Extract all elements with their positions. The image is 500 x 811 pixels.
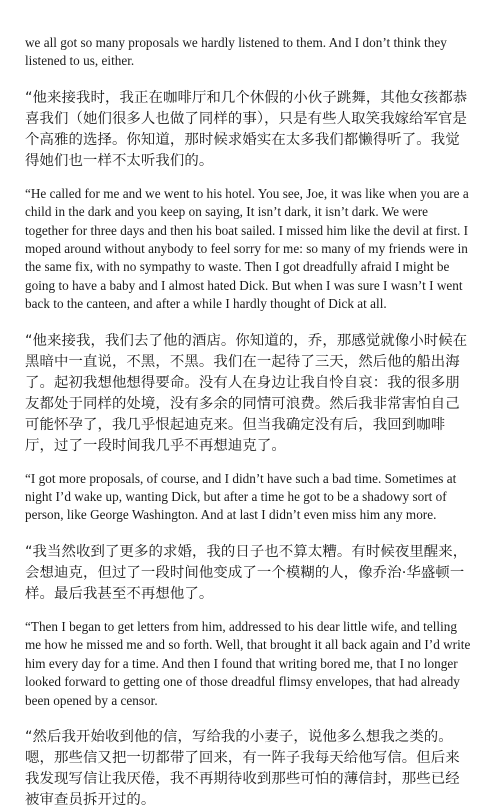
paragraph-en-4: “Then I began to get letters from him, addressed to his dear little wife, and telling me how he missed me and so forth. Well, that brought it all back again and I’d write him every day for a time. And then I found that writing bored me, that I no longer looked forward to getting one of those dreadful flimsy envelopes, that had already been opened by a censor. bbox=[25, 618, 471, 708]
document-page bbox=[25, 34, 471, 811]
paragraph-zh-2: “他来接我，我们去了他的酒店。你知道的，乔，那感觉就像小时候在黑暗中一直说，不黑，不黑。我们在一起待了三天，然后他的船出海了。起初我想他想得要命。没有人在身边让我自怜自哀：我的很多朋友都处于同样的处境，没有多余的同情可浪费。然后我非常害怕自己可能怀孕了，我几乎恨起迪克来。但当我确定没有后，我回到咖啡厅，过了一段时间我几乎不再想迪克了。 bbox=[25, 332, 468, 454]
paragraph-zh-4: “然后我开始收到他的信，写给我的小妻子，说他多么想我之类的。嗯，那些信又把一切都带了回来，有一阵子我每天给他写信。但后来我发现写信让我厌倦，我不再期待收到那些可怕的薄信封，那些已经被审查员拆开过的。 bbox=[25, 728, 460, 808]
paragraph-en-1: we all got so many proposals we hardly listened to them. And I don’t think they listened to us, either. bbox=[25, 35, 447, 69]
paragraph-zh-1: “他来接我时，我正在咖啡厅和几个休假的小伙子跳舞，其他女孩都恭喜我们（她们很多人也做了同样的事），只是有些人取笑我嫁给军官是个高雅的选择。你知道，那时候求婚实在太多我们都懒得听了。我觉得她们也一样不太听我们的。 bbox=[25, 89, 468, 169]
paragraph-en-2: “He called for me and we went to his hotel. You see, Joe, it was like when you are a child in the dark and you keep on saying, It isn’t dark, it isn’t dark. We were together for three days and then his boat sailed. I missed him like the devil at first. I moped around without anybody to feel sorry for me: so many of my friends were in the same fix, with no sympathy to waste. Then I got dreadfully afraid I might be going to have a baby and I almost hated Dick. But when I was sure I wasn’t I went back to the canteen, and after a while I hardly thought of Dick at all. bbox=[25, 185, 469, 312]
paragraph-zh-3: “我当然收到了更多的求婚，我的日子也不算太糟。有时候夜里醒来，会想迪克，但过了一段时间他变成了一个模糊的人，像乔治·华盛顿一样。最后我甚至不再想他了。 bbox=[25, 543, 468, 602]
paragraph-en-3: “I got more proposals, of course, and I didn’t have such a bad time. Sometimes at night I’d wake up, wanting Dick, but after a time he got to be a shadowy sort of person, like George Washington. And at last I didn’t even miss him any more. bbox=[25, 470, 457, 523]
